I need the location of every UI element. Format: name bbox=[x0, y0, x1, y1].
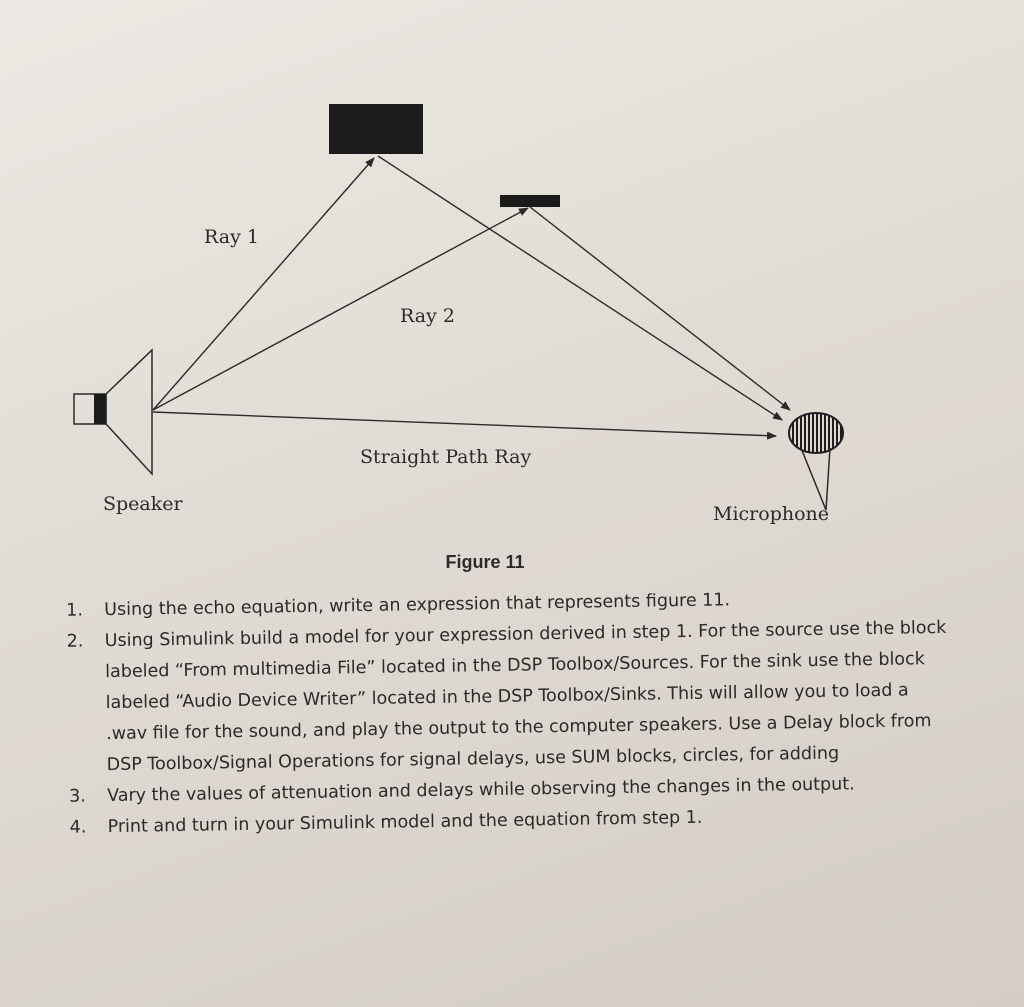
straight-path-ray bbox=[153, 412, 776, 436]
step-text: Using the echo equation, write an expression that represents figure 11. bbox=[104, 590, 731, 621]
list-item bbox=[48, 613, 950, 782]
step-number: 3. bbox=[68, 786, 87, 807]
ray-1-reflected bbox=[378, 156, 782, 420]
step-text: Vary the values of attenuation and delays while observing the changes in the output. bbox=[106, 774, 855, 807]
step-text: Using Simulink build a model for your expression derived in step 1. For the source use the block labeled “From multimedia File” located in the DSP Toolbox/Sources. For the sink use the block labeled “Audio Device Writer” located in the DSP Toolbox/Sinks. This will allow you to load a .wav file for the sound, and play the output to the computer speakers. Use a Delay block from DSP Toolbox/Signal Operations for signal delays, use SUM blocks, circles, for adding bbox=[104, 617, 947, 776]
microphone-icon bbox=[789, 413, 843, 510]
speaker-label: Speaker bbox=[103, 493, 183, 515]
step-number: 2. bbox=[66, 631, 84, 652]
instruction-list bbox=[48, 582, 952, 844]
reflector-right bbox=[500, 195, 560, 207]
speaker-icon bbox=[74, 350, 152, 474]
straight-path-label: Straight Path Ray bbox=[360, 446, 532, 468]
ray-1-incident bbox=[153, 158, 374, 410]
step-text: Print and turn in your Simulink model and the equation from step 1. bbox=[107, 807, 703, 838]
ray-1-label: Ray 1 bbox=[204, 226, 259, 248]
microphone-label: Microphone bbox=[713, 503, 830, 525]
figure-caption: Figure 11 bbox=[445, 552, 525, 572]
step-number: 4. bbox=[69, 817, 87, 838]
step-number: 1. bbox=[66, 600, 84, 621]
ray-2-reflected bbox=[530, 207, 790, 410]
reflector-top bbox=[329, 104, 423, 154]
ray-2-label: Ray 2 bbox=[400, 305, 455, 327]
